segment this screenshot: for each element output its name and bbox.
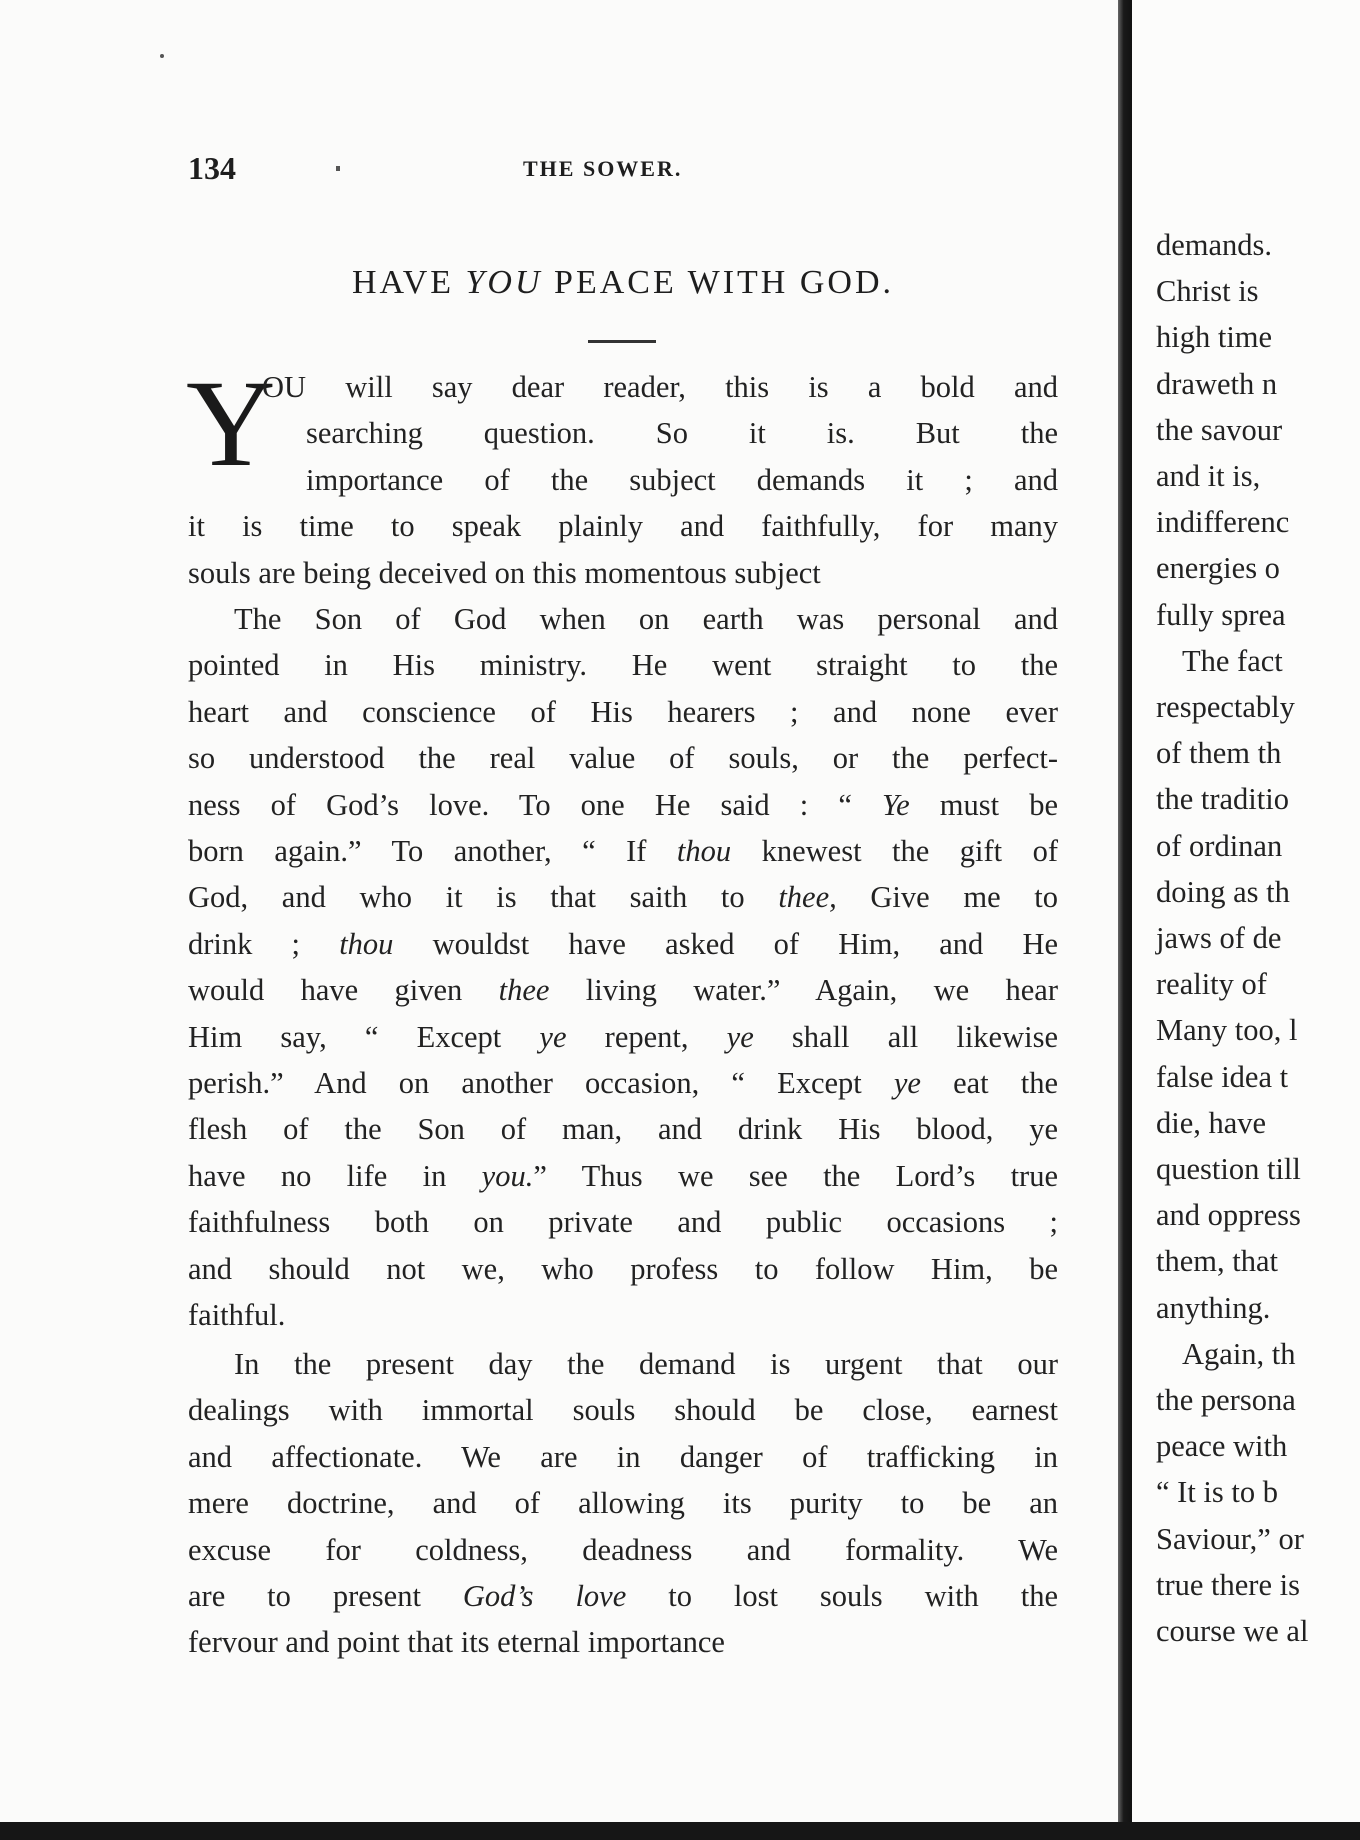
text-span: wouldst have asked of Him, and He <box>393 926 1059 961</box>
right-text-line: of them th <box>1156 736 1282 771</box>
text-line <box>234 596 1058 642</box>
text-line <box>188 735 1058 781</box>
right-text-line: Again, th <box>1182 1336 1296 1371</box>
right-text-line: peace with <box>1156 1429 1288 1464</box>
text-span: Give me to <box>836 880 1058 915</box>
article-title <box>188 264 1058 302</box>
text-span: souls are being deceived on this momentous subject <box>188 555 821 590</box>
right-text-line: high time <box>1156 320 1273 355</box>
title-part-italic: YOU <box>465 264 543 301</box>
text-span: faithfulness both on private and public occasions ; <box>188 1205 1058 1240</box>
text-line <box>188 921 1058 967</box>
right-text-line: question till <box>1156 1152 1301 1186</box>
right-text-line: respectably <box>1156 690 1295 724</box>
text-span: searching question. So it is. But the <box>306 416 1058 451</box>
right-text-line: course we al <box>1156 1614 1309 1648</box>
text-line <box>188 1292 1058 1338</box>
right-text-line: energies o <box>1156 551 1280 586</box>
text-span: pointed in His ministry. He went straight to the <box>188 648 1058 683</box>
text-line <box>188 1106 1058 1152</box>
italic-span: God’s love <box>462 1579 627 1613</box>
right-text-line: the persona <box>1156 1383 1296 1417</box>
text-line <box>188 1480 1058 1526</box>
text-span: excuse for coldness, deadness and formality. We <box>188 1532 1058 1567</box>
text-span: The Son of God when on earth was personal and <box>234 602 1058 636</box>
text-span: importance of the subject demands it ; and <box>306 462 1058 497</box>
text-span: living water.” Again, we hear <box>549 973 1058 1008</box>
text-span: God, and who it is that saith to <box>188 880 779 915</box>
italic-span: ye <box>539 1019 567 1054</box>
text-span: In the present day the demand is urgent that our <box>234 1347 1058 1381</box>
italic-span: you. <box>481 1158 534 1193</box>
right-text-line: doing as th <box>1156 874 1290 909</box>
right-text-line: of ordinan <box>1156 828 1283 863</box>
text-line <box>188 1199 1058 1245</box>
text-line <box>188 550 1058 596</box>
right-text-line: false idea t <box>1156 1059 1289 1094</box>
text-line <box>188 1153 1058 1199</box>
text-span: it is time to speak plainly and faithfully, for many <box>188 509 1058 544</box>
text-line <box>234 1341 1058 1387</box>
italic-span: thou <box>676 834 732 868</box>
text-line <box>262 364 1058 410</box>
text-span: must be <box>909 787 1058 822</box>
text-span: knewest the gift of <box>731 834 1058 868</box>
drop-cap: Y <box>186 355 276 492</box>
text-span: mere doctrine, and of allowing its purity to be an <box>188 1486 1058 1521</box>
italic-span: Ye <box>881 787 910 822</box>
text-line <box>188 967 1058 1013</box>
text-line <box>188 828 1058 874</box>
right-text-line: true there is <box>1156 1567 1300 1602</box>
text-line <box>306 410 1058 456</box>
italic-span: ye <box>893 1066 921 1100</box>
text-span: and affectionate. We are in danger of trafficking in <box>188 1439 1058 1474</box>
text-line <box>188 1573 1058 1619</box>
text-span: ness of God’s love. To one He said : “ <box>188 787 882 822</box>
text-span: drink ; <box>188 926 340 961</box>
text-span: heart and conscience of His hearers ; and none ever <box>188 694 1058 729</box>
text-span: born again.” To another, “ If <box>188 834 677 868</box>
text-span: eat the <box>920 1066 1058 1100</box>
text-span: so understood the real value of souls, or the perfect- <box>188 741 1058 776</box>
right-text-line: Christ is <box>1156 274 1259 309</box>
text-span: faithful. <box>188 1298 286 1332</box>
title-part-after: PEACE WITH GOD. <box>542 264 895 301</box>
italic-span: thee, <box>778 880 837 915</box>
text-span: fervour and point that its eternal importance <box>188 1625 725 1660</box>
text-line <box>188 1387 1058 1433</box>
text-span: are to present <box>188 1579 463 1613</box>
right-text-line: reality of <box>1156 967 1267 1002</box>
right-text-line: fully sprea <box>1156 597 1286 632</box>
text-span: shall all likewise <box>753 1019 1058 1054</box>
right-text-line: “ It is to b <box>1156 1475 1278 1510</box>
right-text-line: Many too, l <box>1156 1013 1298 1048</box>
text-line <box>188 782 1058 828</box>
text-line <box>188 1434 1058 1480</box>
right-text-line: indifferenc <box>1156 505 1290 540</box>
right-text-line: jaws of de <box>1156 921 1282 955</box>
title-part-before: HAVE <box>351 264 466 301</box>
running-title: THE SOWER. <box>523 156 683 181</box>
text-span: repent, <box>566 1019 727 1054</box>
text-span: have no life in <box>188 1158 482 1193</box>
text-span: and should not we, who profess to follow Him, be <box>188 1251 1058 1286</box>
text-span: dealings with immortal souls should be close, earnest <box>188 1393 1058 1428</box>
text-line <box>188 874 1058 920</box>
text-line <box>188 1014 1058 1060</box>
text-span: flesh of the Son of man, and drink His blood, ye <box>188 1112 1058 1147</box>
text-line <box>188 1060 1058 1106</box>
right-text-line: the traditio <box>1156 782 1289 817</box>
page-gutter <box>1118 0 1132 1840</box>
speck-mark <box>160 54 164 58</box>
right-text-line: them, that <box>1156 1244 1278 1279</box>
right-text-line: The fact <box>1182 643 1283 678</box>
text-line <box>188 1246 1058 1292</box>
right-text-line: and it is, <box>1156 459 1261 493</box>
text-span: Him say, “ Except <box>188 1019 540 1054</box>
running-head <box>188 150 1058 194</box>
right-text-line: Saviour,” or <box>1156 1521 1304 1556</box>
text-line <box>188 1527 1058 1573</box>
page-number: 134 <box>188 150 236 186</box>
italic-span: thee <box>498 973 550 1008</box>
text-span: ” Thus we see the Lord’s true <box>533 1158 1058 1193</box>
text-line <box>306 457 1058 503</box>
right-text-line: demands. <box>1156 228 1273 262</box>
text-line <box>188 642 1058 688</box>
right-text-line: anything. <box>1156 1290 1271 1325</box>
text-span: to lost souls with the <box>626 1579 1059 1613</box>
right-text-line: die, have <box>1156 1105 1267 1140</box>
right-page <box>1132 0 1360 1840</box>
italic-span: ye <box>726 1019 754 1054</box>
text-line <box>188 1619 1058 1665</box>
title-rule <box>588 340 656 343</box>
right-text-line: draweth n <box>1156 366 1278 401</box>
italic-span: thou <box>339 926 394 961</box>
text-span: would have given <box>188 973 499 1008</box>
right-text-line: and oppress <box>1156 1198 1301 1233</box>
text-line <box>188 689 1058 735</box>
right-text-line: the savour <box>1156 412 1283 447</box>
text-span: OU will say dear reader, this is a bold and <box>262 370 1058 404</box>
ornament-dot <box>336 166 340 171</box>
bottom-edge <box>0 1822 1360 1840</box>
text-line <box>188 503 1058 549</box>
text-span: perish.” And on another occasion, “ Except <box>188 1066 894 1100</box>
